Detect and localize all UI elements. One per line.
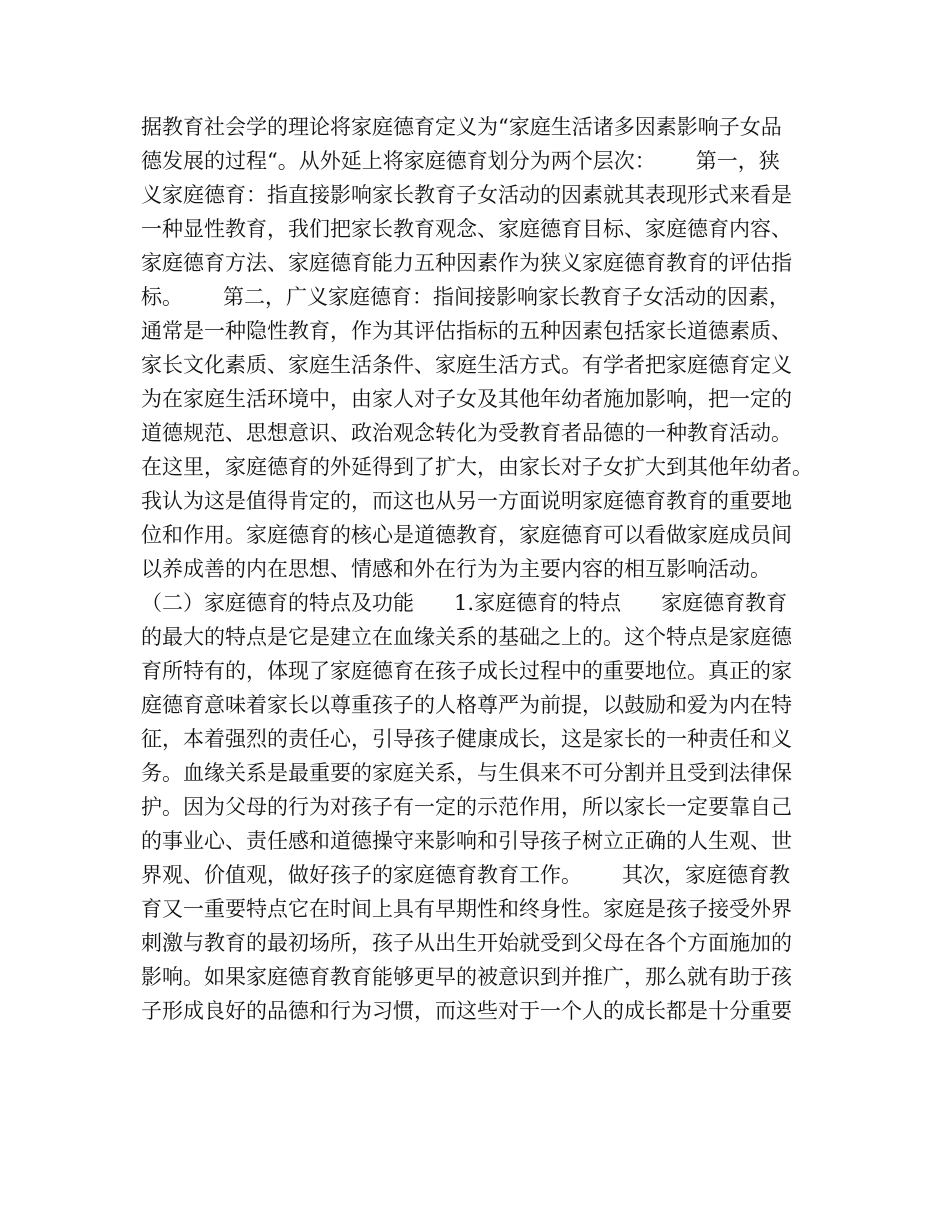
text-line: 标。 第二，广义家庭德育：指间接影响家长教育子女活动的因素， [141, 285, 791, 309]
text-line: 务。血缘关系是最重要的家庭关系，与生俱来不可分割并且受到法律保 [141, 761, 792, 785]
text-line: 界观、价值观，做好孩子的家庭德育教育工作。 其次，家庭德育教 [141, 863, 791, 887]
text-line: 据教育社会学的理论将家庭德育定义为“家庭生活诸多因素影响子女品 [141, 115, 782, 139]
text-line: （二）家庭德育的特点及功能 1.家庭德育的特点 家庭德育教育 [141, 591, 788, 615]
text-line: 育所特有的，体现了家庭德育在孩子成长过程中的重要地位。真正的家 [141, 659, 792, 683]
text-line: 子形成良好的品德和行为习惯，而这些对于一个人的成长都是十分重要 [141, 999, 792, 1023]
text-line: 义家庭德育：指直接影响家长教育子女活动的因素就其表现形式来看是 [141, 183, 792, 207]
text-line: 家庭德育方法、家庭德育能力五种因素作为狭义家庭德育教育的评估指 [141, 251, 792, 275]
text-line: 的事业心、责任感和道德操守来影响和引导孩子树立正确的人生观、世 [141, 829, 792, 853]
text-line: 庭德育意味着家长以尊重孩子的人格尊严为前提，以鼓励和爱为内在特 [141, 693, 792, 717]
text-line: 征，本着强烈的责任心，引导孩子健康成长，这是家长的一种责任和义 [141, 727, 792, 751]
text-line: 一种显性教育，我们把家长教育观念、家庭德育目标、家庭德育内容、 [141, 217, 792, 241]
text-line: 在这里，家庭德育的外延得到了扩大，由家长对子女扩大到其他年幼者。 [141, 455, 813, 479]
text-line: 护。因为父母的行为对孩子有一定的示范作用，所以家长一定要靠自己 [141, 795, 792, 819]
text-line: 刺激与教育的最初场所，孩子从出生开始就受到父母在各个方面施加的 [141, 931, 792, 955]
text-line: 以养成善的内在思想、情感和外在行为为主要内容的相互影响活动。 [141, 557, 771, 581]
text-line: 为在家庭生活环境中，由家人对子女及其他年幼者施加影响，把一定的 [141, 387, 792, 411]
text-line: 育又一重要特点它在时间上具有早期性和终身性。家庭是孩子接受外界 [141, 897, 792, 921]
text-line: 位和作用。家庭德育的核心是道德教育，家庭德育可以看做家庭成员间 [141, 523, 792, 547]
text-line: 我认为这是值得肯定的，而这也从另一方面说明家庭德育教育的重要地 [141, 489, 792, 513]
text-line: 家长文化素质、家庭生活条件、家庭生活方式。有学者把家庭德育定义 [141, 353, 792, 377]
text-line: 的最大的特点是它是建立在血缘关系的基础之上的。这个特点是家庭德 [141, 625, 792, 649]
text-line: 影响。如果家庭德育教育能够更早的被意识到并推广，那么就有助于孩 [141, 965, 792, 989]
text-line: 道德规范、思想意识、政治观念转化为受教育者品德的一种教育活动。 [141, 421, 792, 445]
text-line: 通常是一种隐性教育，作为其评估指标的五种因素包括家长道德素质、 [141, 319, 792, 343]
body-text [141, 110, 841, 1028]
text-line: 德发展的过程“。从外延上将家庭德育划分为两个层次： 第一，狭 [141, 149, 780, 173]
